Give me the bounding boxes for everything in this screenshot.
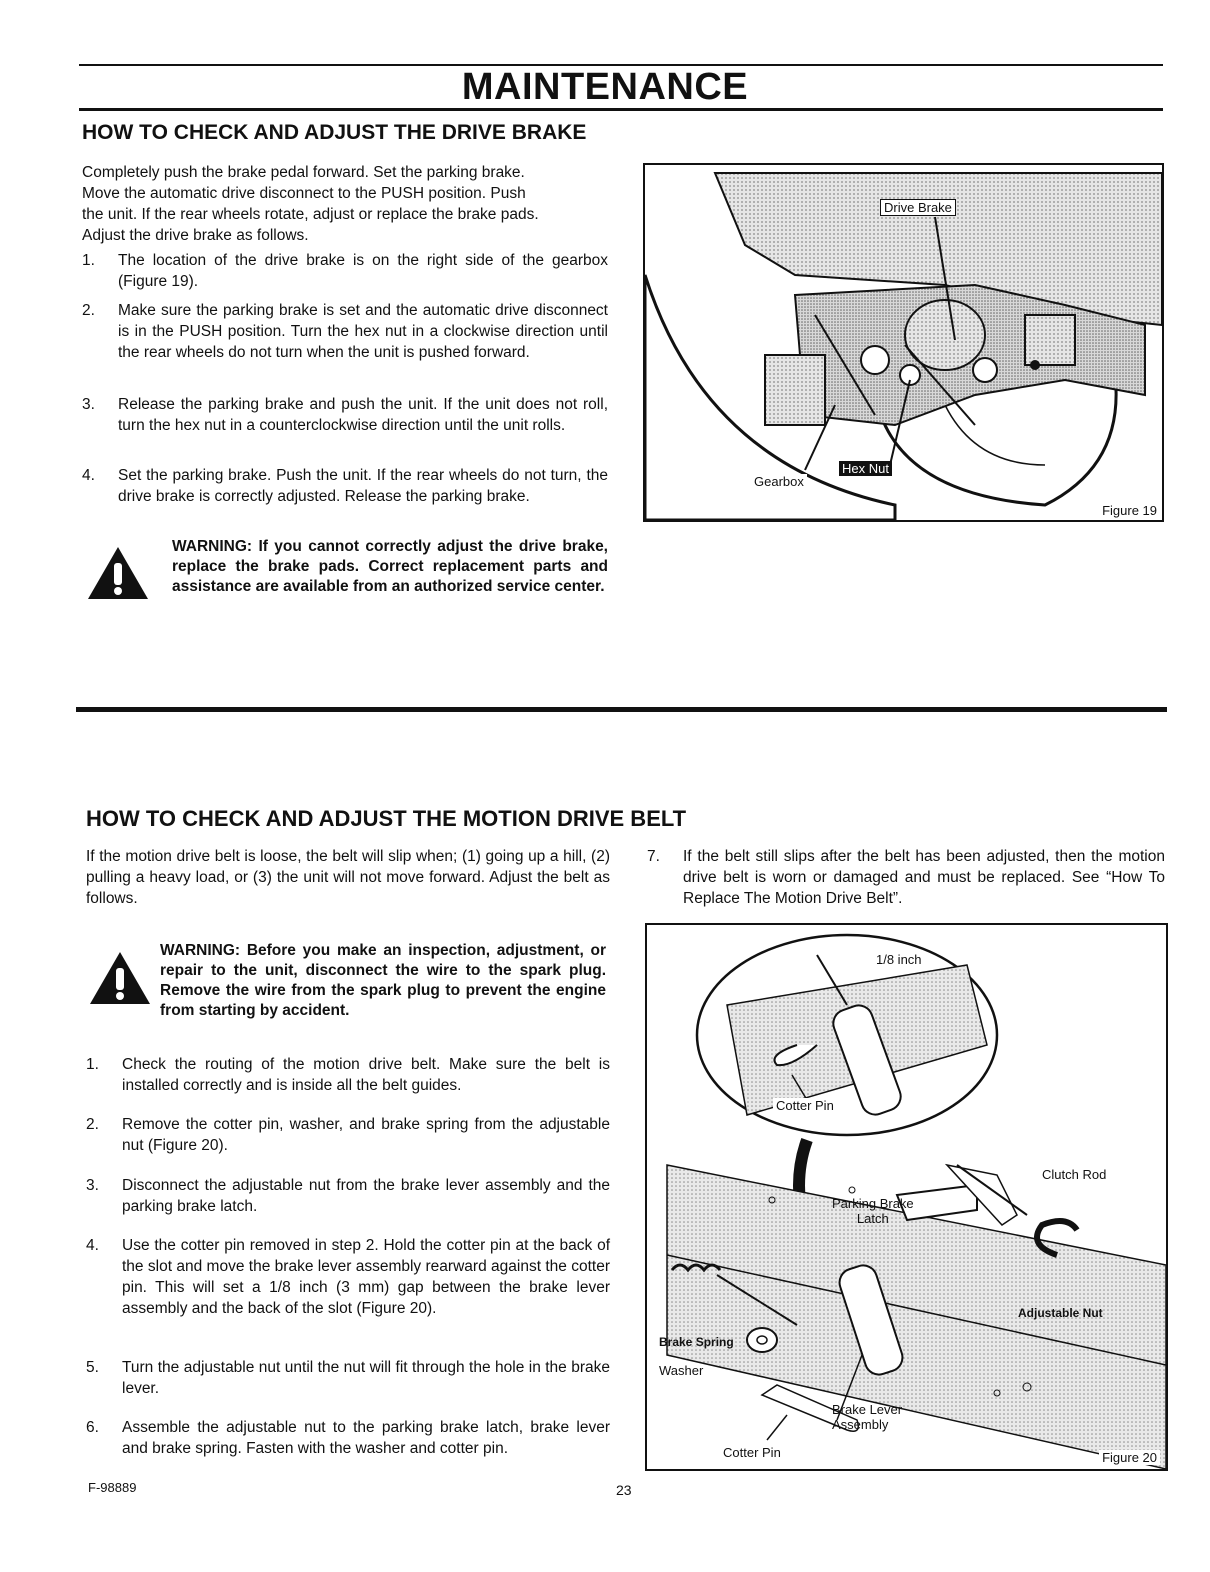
section2-step [86, 1114, 610, 1158]
section2-step [86, 1175, 610, 1219]
step-number: 4. [82, 467, 95, 484]
section1-warning: WARNING: If you cannot correctly adjust the drive brake, replace the brake pads. Correct replacement parts and assistance are available from an authorized service center. [172, 538, 608, 595]
section2-step-7 [647, 846, 1165, 910]
drive-brake-illustration [645, 165, 1162, 520]
label-gap: 1/8 inch [873, 952, 925, 967]
section2-intro: If the motion drive belt is loose, the belt will slip when; (1) going up a hill, (2) pulling a heavy load, or (3) the unit will not move forward. Adjust the belt as follows. [86, 848, 610, 907]
step-number: 7. [647, 848, 660, 865]
section-divider [76, 707, 1167, 712]
step-text: Set the parking brake. Push the unit. If the rear wheels do not turn, the drive brake is correctly adjusted. Release the parking brake. [118, 467, 608, 505]
label-brake-spring: Brake Spring [659, 1335, 734, 1349]
step-number: 3. [86, 1177, 99, 1194]
step-number: 6. [86, 1419, 99, 1436]
step-text: Use the cotter pin removed in step 2. Hold the cotter pin at the back of the slot and move the brake lever assembly rearward against the cotter pin. This will set a 1/8 inch (3 mm) gap between the brake lever assembly and the back of the slot (Figure 20). [122, 1237, 610, 1317]
intro-line: Adjust the drive brake as follows. [82, 227, 309, 244]
step-number: 5. [86, 1359, 99, 1376]
step-number: 1. [86, 1056, 99, 1073]
intro-line: Move the automatic drive disconnect to the PUSH position. Push [82, 185, 526, 202]
section2-step [86, 1235, 610, 1341]
warning-icon [86, 545, 150, 601]
step-text: Turn the adjustable nut until the nut will fit through the hole in the brake lever. [122, 1359, 610, 1397]
figure-19 [643, 163, 1164, 522]
section1-step [82, 465, 608, 529]
section1-step [82, 394, 608, 458]
title-rule [79, 108, 1163, 111]
step-text: Release the parking brake and push the unit. If the unit does not roll, turn the hex nut in a counterclockwise direction until the unit rolls. [118, 396, 608, 434]
label-parking-brake-latch: Parking Brake Latch [832, 1196, 914, 1226]
section1-step [82, 250, 608, 294]
step-text: If the belt still slips after the belt has been adjusted, then the motion drive belt is worn or damaged and must be replaced. See “How To Replace The Motion Drive Belt”. [683, 848, 1165, 907]
step-text: Remove the cotter pin, washer, and brake spring from the adjustable nut (Figure 20). [122, 1116, 610, 1154]
label-hex-nut: Hex Nut [839, 461, 892, 476]
step-text: Check the routing of the motion drive belt. Make sure the belt is installed correctly and is inside all the belt guides. [122, 1056, 610, 1094]
section2-step [86, 1054, 610, 1098]
figure-20-caption: Figure 20 [1099, 1450, 1160, 1465]
step-number: 4. [86, 1237, 99, 1254]
warning-icon [88, 950, 152, 1006]
label-clutch-rod: Clutch Rod [1039, 1167, 1109, 1182]
label-washer: Washer [659, 1363, 704, 1378]
step-number: 3. [82, 396, 95, 413]
section2-step [86, 1417, 610, 1481]
section1-step [82, 300, 608, 386]
figure-19-caption: Figure 19 [1099, 503, 1160, 518]
section2-warning: WARNING: Before you make an inspection, adjustment, or repair to the unit, disconnect the wire to the spark plug. Remove the wire from the spark plug to prevent the engine from starting by accident. [160, 942, 606, 1019]
label-brake-lever-assembly: Brake Lever Assembly [832, 1402, 903, 1432]
page-title: MAINTENANCE [461, 66, 749, 108]
intro-line: Completely push the brake pedal forward. Set the parking brake. [82, 164, 525, 181]
step-text: Disconnect the adjustable nut from the brake lever assembly and the parking brake latch. [122, 1177, 610, 1215]
step-number: 1. [82, 252, 95, 269]
step-number: 2. [86, 1116, 99, 1133]
label-cotter-pin-bottom: Cotter Pin [723, 1445, 781, 1460]
label-gearbox: Gearbox [751, 474, 807, 489]
step-text: The location of the drive brake is on the right side of the gearbox (Figure 19). [118, 252, 608, 290]
section2-step [86, 1357, 610, 1401]
label-cotter-pin-top: Cotter Pin [773, 1098, 837, 1113]
page-number: 23 [616, 1482, 632, 1498]
label-drive-brake: Drive Brake [880, 199, 956, 216]
section1-intro [82, 162, 608, 246]
section1-heading: HOW TO CHECK AND ADJUST THE DRIVE BRAKE [82, 121, 587, 144]
document-code: F-98889 [88, 1480, 137, 1495]
step-text: Assemble the adjustable nut to the parking brake latch, brake lever and brake spring. Fasten with the washer and cotter pin. [122, 1419, 610, 1457]
intro-line: the unit. If the rear wheels rotate, adjust or replace the brake pads. [82, 206, 539, 223]
section2-heading: HOW TO CHECK AND ADJUST THE MOTION DRIVE BELT [86, 806, 687, 831]
step-number: 2. [82, 302, 95, 319]
step-text: Make sure the parking brake is set and the automatic drive disconnect is in the PUSH position. Turn the hex nut in a clockwise direction until the rear wheels do not turn when the unit is pushed forward. [118, 302, 608, 361]
label-adjustable-nut: Adjustable Nut [1018, 1306, 1103, 1320]
figure-20 [645, 923, 1168, 1471]
